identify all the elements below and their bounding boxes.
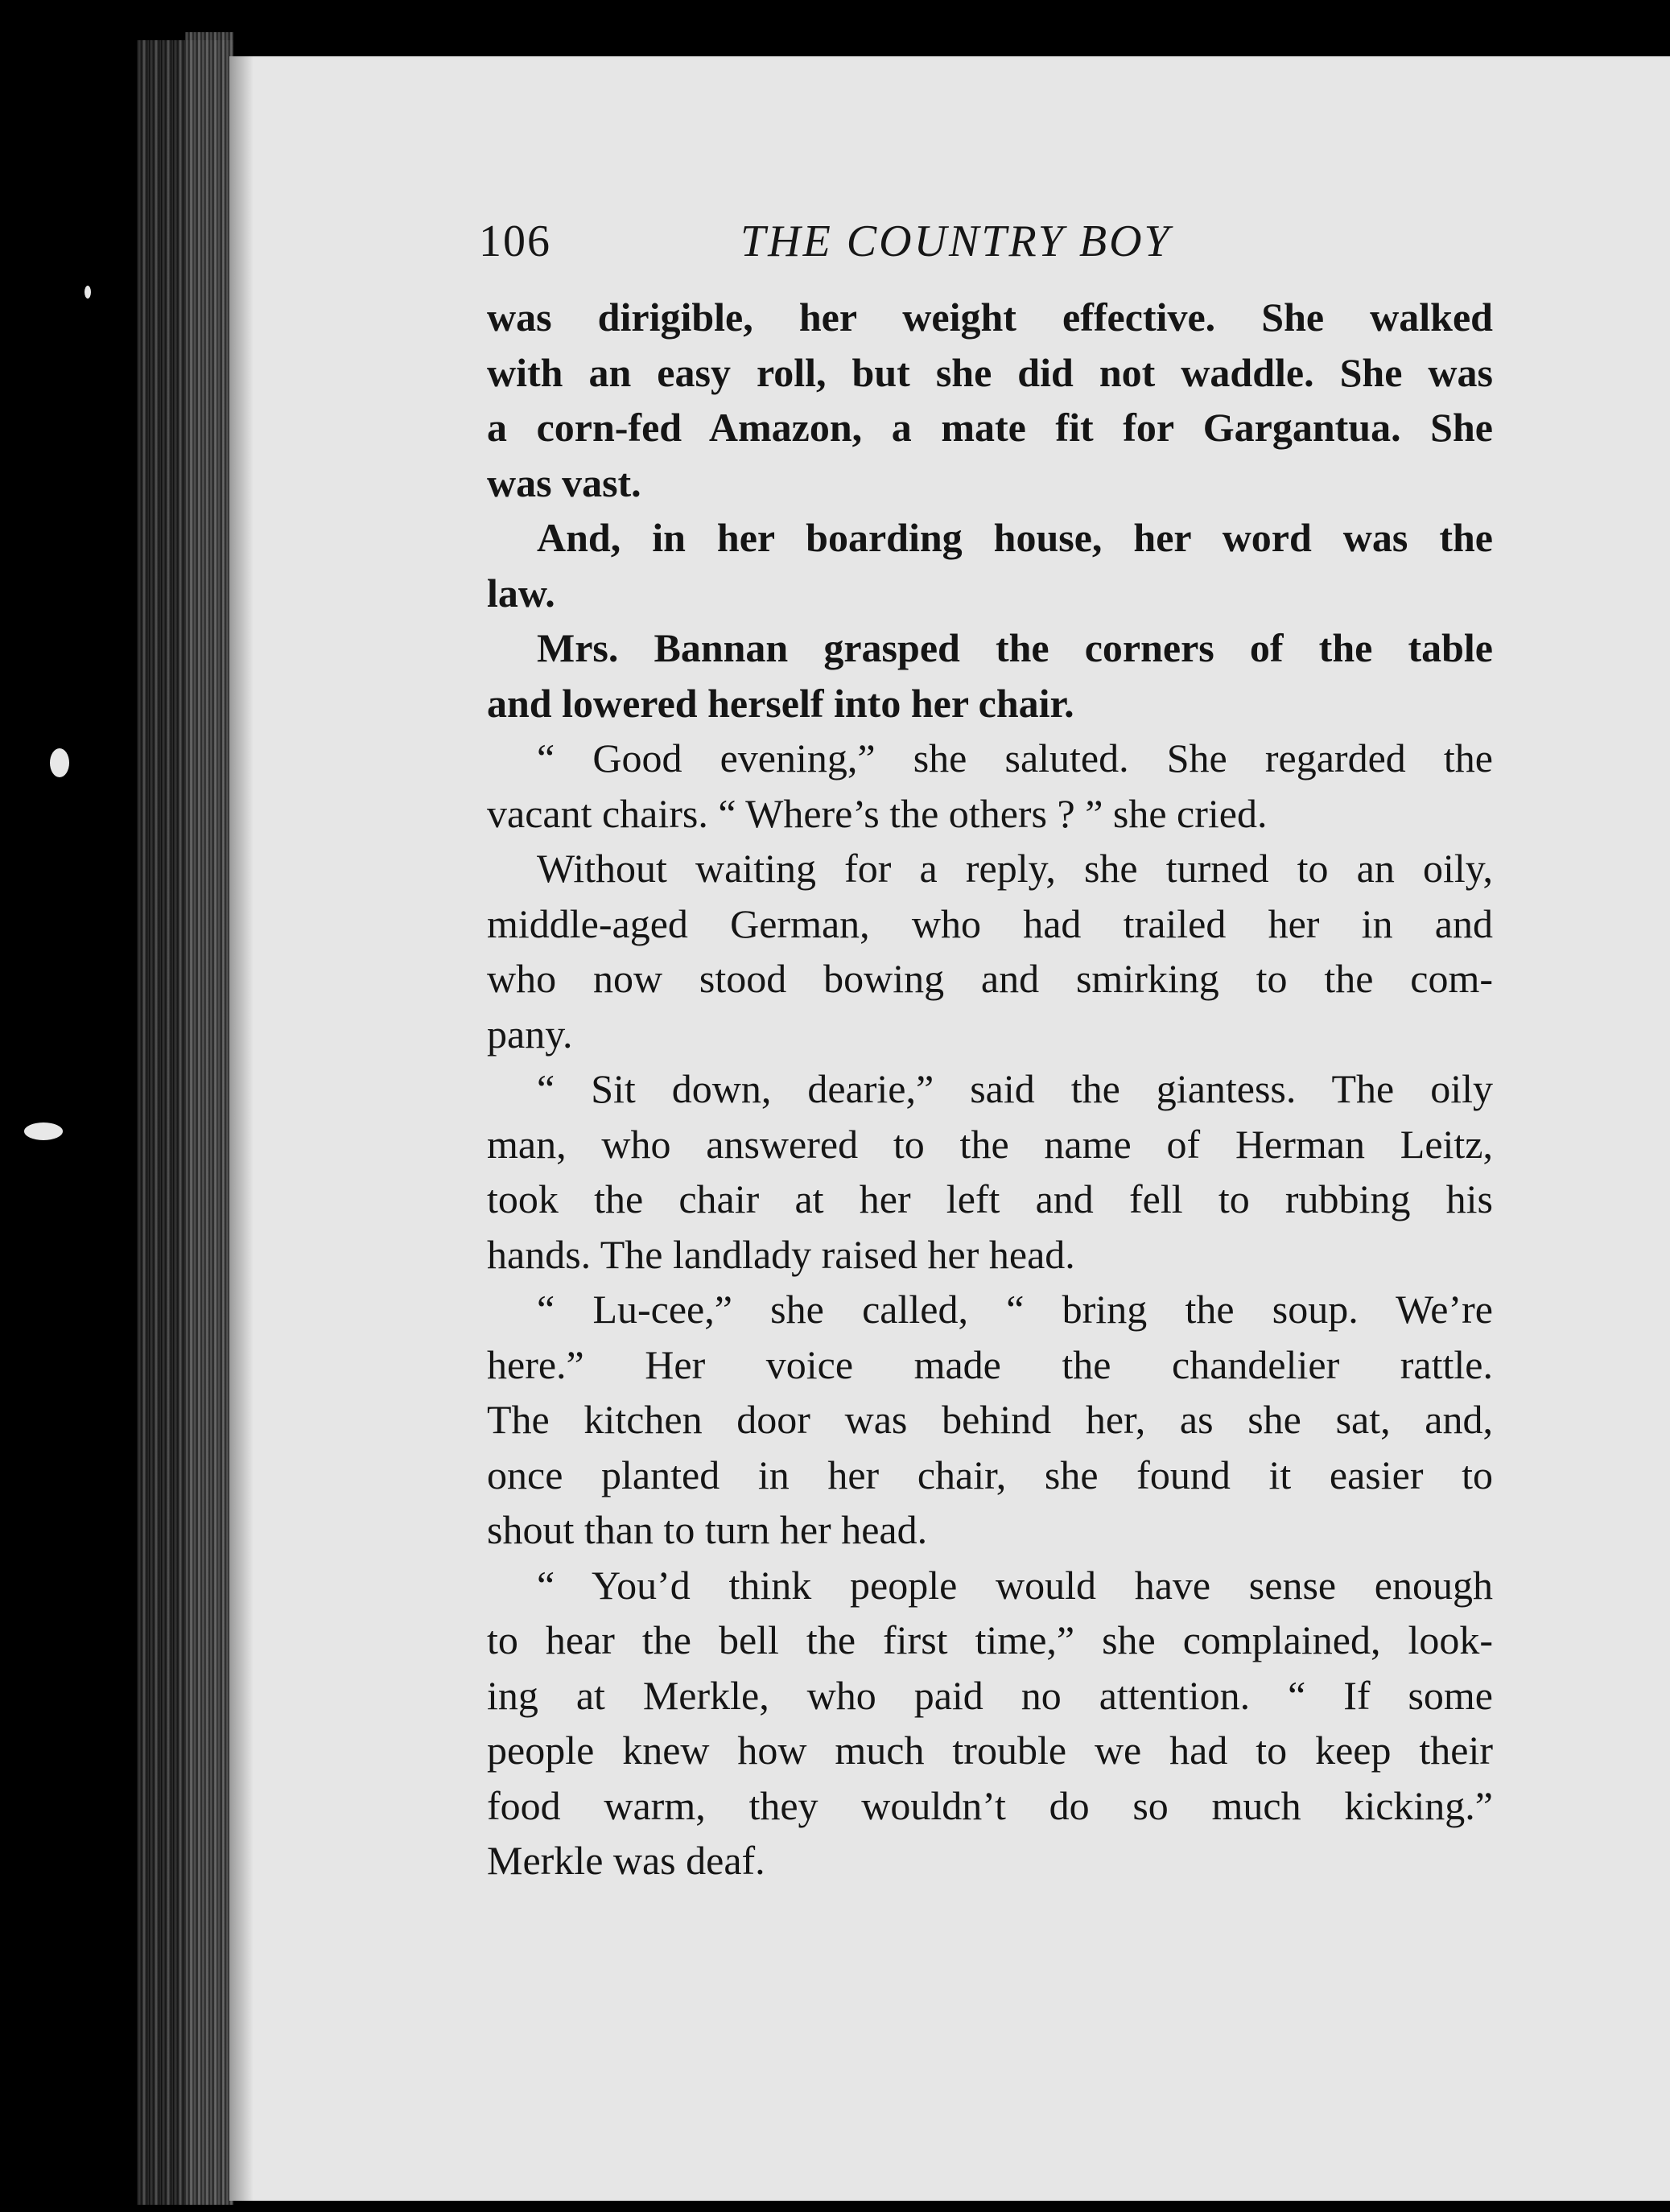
text-line: man, who answered to the name of Herman Leitz, bbox=[487, 1121, 1493, 1167]
text-line: food warm, they wouldn’t do so much kicking.” bbox=[487, 1782, 1493, 1828]
text-line: law. bbox=[487, 570, 555, 616]
text-line: “ You’d think people would have sense enough bbox=[537, 1562, 1493, 1608]
text-line: people knew how much trouble we had to keep their bbox=[487, 1728, 1493, 1773]
text-line: shout than to turn her head. bbox=[487, 1507, 928, 1552]
running-head bbox=[479, 216, 1493, 280]
paper-speck bbox=[24, 1122, 63, 1140]
text-line: here.” Her voice made the chandelier rattle. bbox=[487, 1341, 1493, 1387]
text-line: once planted in her chair, she found it easier to bbox=[487, 1452, 1493, 1497]
text-line: “ Good evening,” she saluted. She regarded the bbox=[537, 735, 1493, 781]
text-line: to hear the bell the first time,” she complained, look- bbox=[487, 1617, 1493, 1662]
text-line: with an easy roll, but she did not waddle. She was bbox=[487, 349, 1493, 395]
text-line: Without waiting for a reply, she turned to an oily, bbox=[537, 846, 1493, 891]
body-text bbox=[487, 290, 1493, 1889]
text-line: who now stood bowing and smirking to the com- bbox=[487, 956, 1493, 1001]
paper-speck bbox=[50, 748, 69, 777]
text-line: was dirigible, her weight effective. She walked bbox=[487, 295, 1493, 340]
text-line: The kitchen door was behind her, as she sat, and, bbox=[487, 1397, 1493, 1442]
text-line: took the chair at her left and fell to rubbing his bbox=[487, 1176, 1493, 1221]
text-line: And, in her boarding house, her word was the bbox=[537, 515, 1493, 560]
text-line: Merkle was deaf. bbox=[487, 1838, 765, 1883]
gutter-shadow bbox=[229, 56, 254, 2201]
text-line: and lowered herself into her chair. bbox=[487, 680, 1074, 726]
text-line: ing at Merkle, who paid no attention. “ If some bbox=[487, 1672, 1493, 1718]
paper-speck bbox=[85, 286, 91, 299]
page-number: 106 bbox=[479, 216, 551, 266]
text-line: “ Lu-cee,” she called, “ bring the soup. We’re bbox=[537, 1287, 1493, 1332]
text-line: vacant chairs. “ Where’s the others ? ” she cried. bbox=[487, 790, 1268, 836]
text-line: was vast. bbox=[487, 459, 641, 505]
book-title: THE COUNTRY BOY bbox=[740, 216, 1172, 266]
text-line: pany. bbox=[487, 1011, 573, 1057]
text-line: hands. The landlady raised her head. bbox=[487, 1231, 1075, 1277]
text-line: “ Sit down, dearie,” said the giantess. The oily bbox=[537, 1066, 1493, 1111]
text-line: middle-aged German, who had trailed her in and bbox=[487, 900, 1493, 946]
text-line: a corn-fed Amazon, a mate fit for Gargantua. She bbox=[487, 405, 1493, 450]
text-line: Mrs. Bannan grasped the corners of the table bbox=[537, 625, 1493, 670]
book-spine-shadow bbox=[185, 32, 233, 2205]
